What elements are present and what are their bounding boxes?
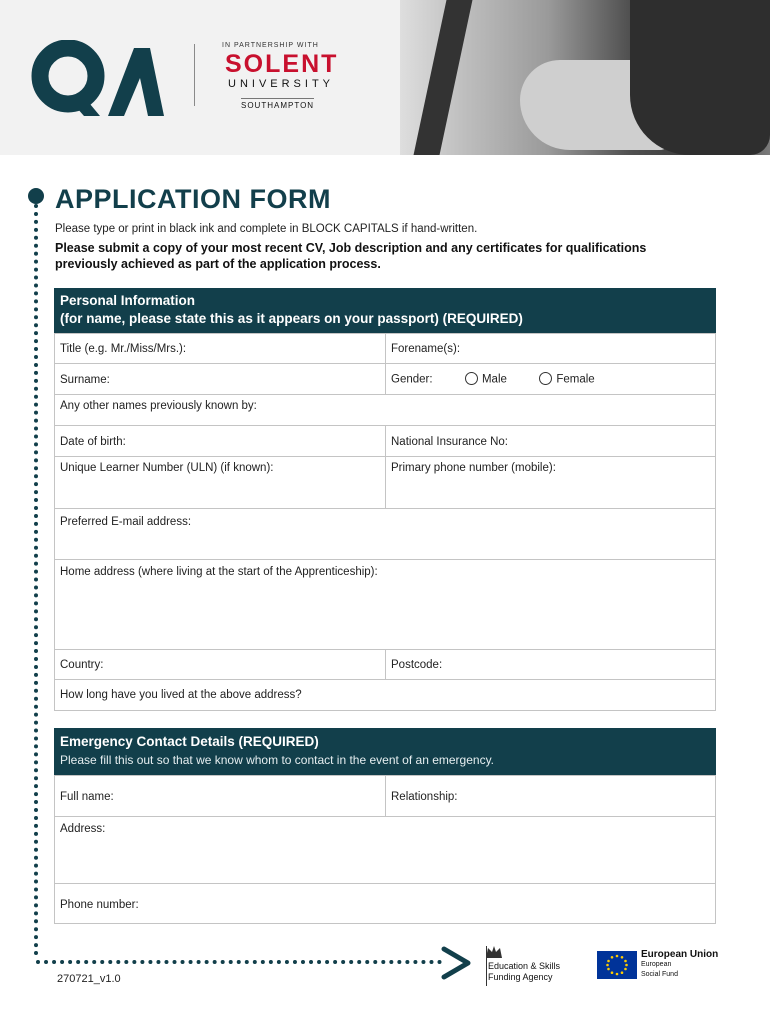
emergency-phone-field[interactable] — [54, 883, 716, 924]
gender-female-label: Female — [556, 373, 595, 386]
logo-divider — [194, 44, 195, 106]
header-banner — [0, 0, 770, 155]
dob-label: Date of birth: — [60, 436, 126, 448]
partnership-label: IN PARTNERSHIP WITH — [222, 42, 319, 49]
surname-field[interactable] — [54, 363, 386, 395]
uln-label: Unique Learner Number (ULN) (if known): — [60, 462, 274, 474]
form-title: APPLICATION FORM — [55, 184, 331, 214]
country-label: Country: — [60, 659, 104, 671]
emergency-contact-header — [54, 728, 716, 775]
arrow-right-icon — [440, 946, 472, 980]
emergency-relationship-field[interactable] — [385, 775, 716, 817]
form-version: 270721_v1.0 — [57, 973, 121, 985]
gender-male-label: Male — [481, 373, 507, 386]
personal-info-title: Personal Information — [60, 293, 196, 308]
gender-male-radio[interactable] — [465, 372, 478, 385]
header-photo — [400, 0, 770, 155]
postcode-label: Postcode: — [391, 659, 443, 671]
residence-duration-label: How long have you lived at the above address? — [60, 689, 302, 701]
timeline-dot — [28, 188, 44, 204]
home-address-label: Home address (where living at the start of the Apprenticeship): — [60, 566, 378, 578]
title-label: Title (e.g. Mr./Miss/Mrs.): — [60, 343, 187, 355]
emergency-relationship-label: Relationship: — [391, 791, 458, 803]
eu-line-1: European Union — [641, 949, 719, 960]
title-field[interactable] — [54, 333, 386, 364]
solent-logo-text: SOLENT — [225, 50, 339, 78]
personal-info-header — [54, 288, 716, 333]
university-logo-text: UNIVERSITY — [228, 78, 335, 90]
esfa-logo-text — [488, 961, 560, 983]
home-address-field[interactable] — [54, 559, 716, 650]
emergency-full-name-label: Full name: — [60, 791, 114, 803]
personal-info-subtitle: (for name, please state this as it appears on your passport) (REQUIRED) — [60, 311, 523, 326]
timeline-dotted-line — [34, 204, 38, 956]
ni-number-field[interactable] — [385, 425, 716, 457]
forenames-label: Forename(s): — [391, 343, 461, 355]
crest-icon — [484, 944, 504, 960]
emergency-contact-subtitle: Please fill this out so that we know whom to contact in the event of an emergency. — [60, 753, 495, 767]
uln-field[interactable] — [54, 456, 386, 509]
mobile-phone-label: Primary phone number (mobile): — [391, 462, 556, 474]
eu-line-3: Social Fund — [641, 971, 678, 978]
ni-number-label: National Insurance No: — [391, 436, 508, 448]
esfa-line-1: Education & Skills — [488, 961, 561, 971]
mobile-phone-field[interactable] — [385, 456, 716, 509]
country-field[interactable] — [54, 649, 386, 680]
gender-label: Gender: — [391, 373, 433, 386]
emergency-address-label: Address: — [60, 823, 106, 835]
eu-logo-text — [641, 950, 718, 980]
esfa-divider — [486, 946, 487, 986]
email-label: Preferred E-mail address: — [60, 516, 192, 528]
residence-duration-field[interactable] — [54, 679, 716, 711]
emergency-address-field[interactable] — [54, 816, 716, 884]
emergency-contact-title: Emergency Contact Details (REQUIRED) — [60, 734, 319, 749]
gender-field — [385, 363, 716, 395]
emergency-full-name-field[interactable] — [54, 775, 386, 817]
forenames-field[interactable] — [385, 333, 716, 364]
other-names-field[interactable] — [54, 394, 716, 426]
submission-note: Please submit a copy of your most recent CV, Job description and any certificates for qualifications previously achieved as part of the application process. — [55, 241, 647, 271]
gender-female-radio[interactable] — [539, 372, 552, 385]
southampton-logo-text: SOUTHAMPTON — [241, 98, 314, 110]
surname-label: Surname: — [60, 374, 110, 386]
email-field[interactable] — [54, 508, 716, 560]
other-names-label: Any other names previously known by: — [60, 400, 257, 412]
eu-flag-icon — [597, 951, 637, 979]
postcode-field[interactable] — [385, 649, 716, 680]
qa-logo — [30, 40, 170, 120]
dob-field[interactable] — [54, 425, 386, 457]
esfa-line-2: Funding Agency — [488, 972, 553, 982]
form-instruction: Please type or print in black ink and complete in BLOCK CAPITALS if hand-written. — [55, 223, 478, 235]
emergency-phone-label: Phone number: — [60, 899, 139, 911]
eu-line-2: European — [641, 961, 672, 968]
timeline-dotted-line-horizontal — [36, 960, 442, 964]
